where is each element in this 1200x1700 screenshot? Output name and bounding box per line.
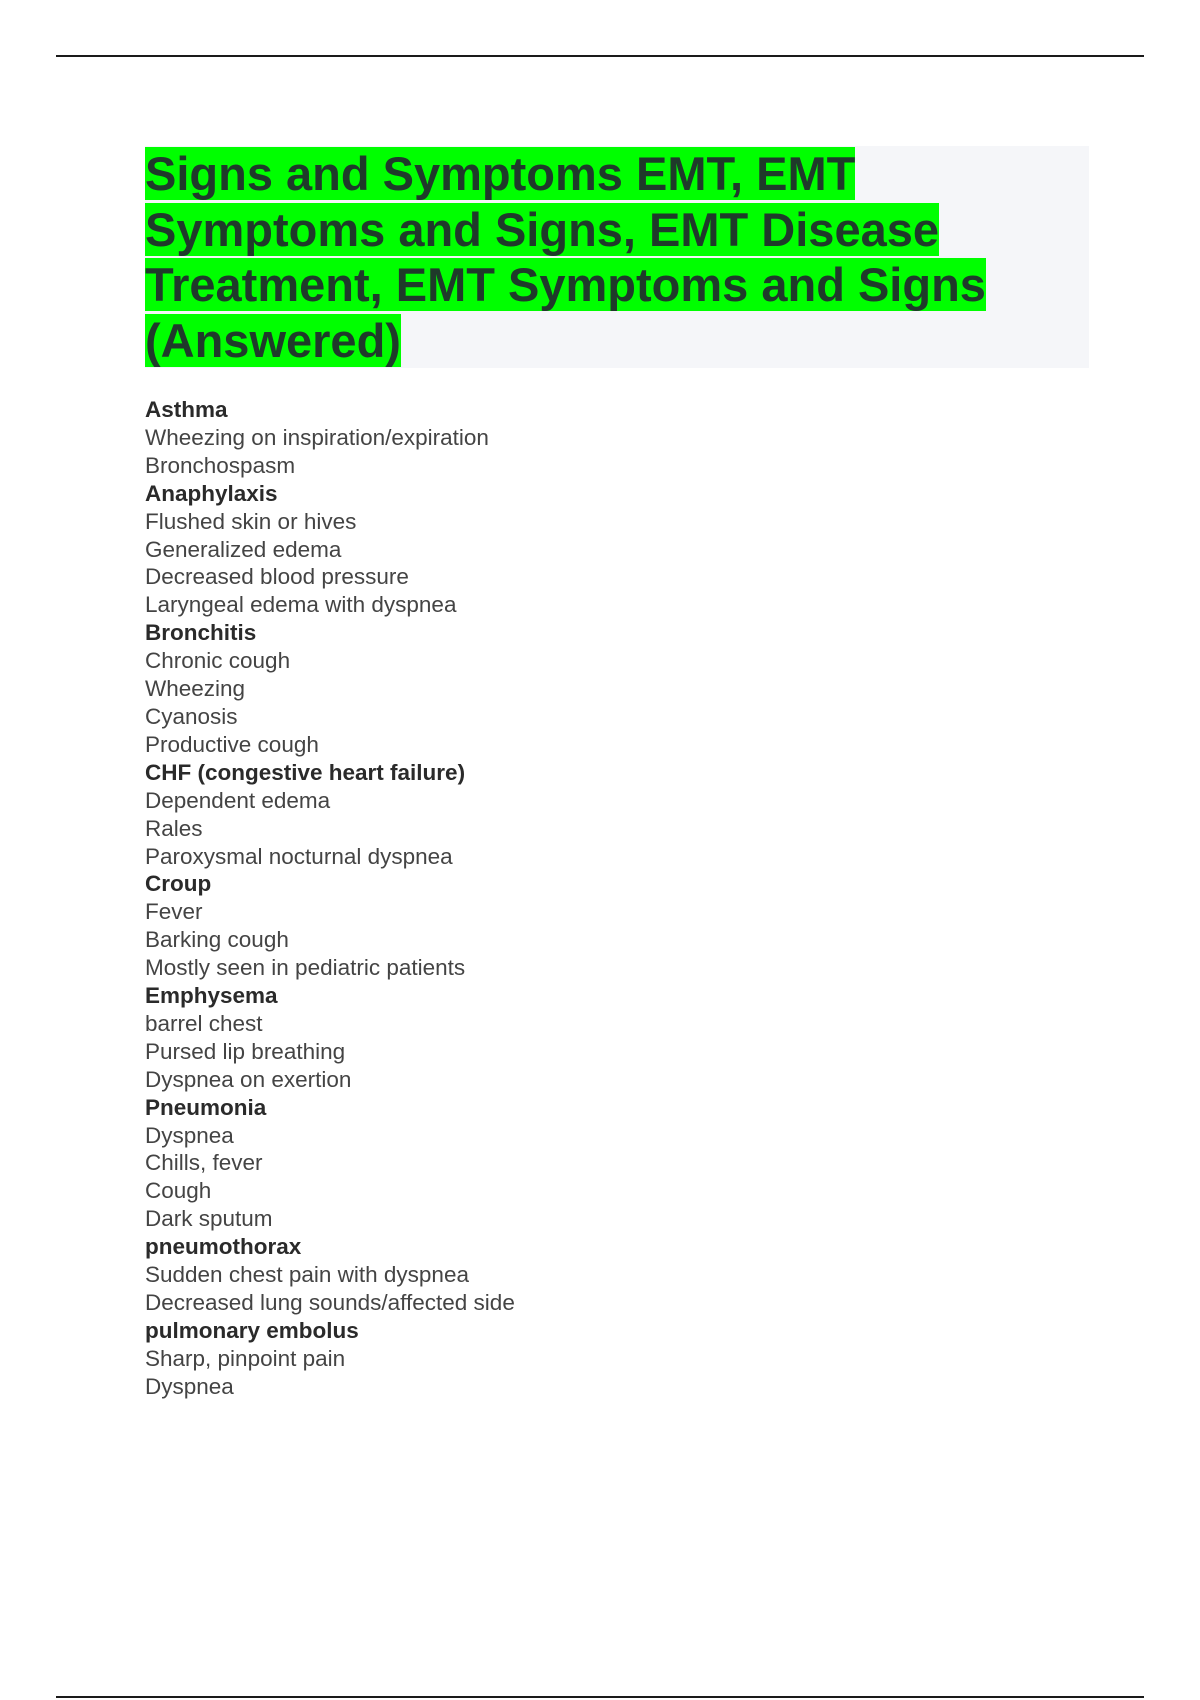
symptom-item: barrel chest — [145, 1010, 263, 1036]
title-block — [145, 146, 1089, 368]
symptom-item: Decreased blood pressure — [145, 564, 409, 590]
condition-heading: CHF (congestive heart failure) — [145, 759, 466, 785]
document-title — [145, 146, 1045, 368]
symptom-list — [145, 396, 1045, 1401]
symptom-item: Flushed skin or hives — [145, 508, 357, 534]
symptom-item: Cyanosis — [145, 703, 238, 729]
symptom-item: Sudden chest pain with dyspnea — [145, 1262, 469, 1288]
condition-heading: Asthma — [145, 397, 228, 422]
symptom-item: Generalized edema — [145, 536, 342, 562]
symptom-item: Paroxysmal nocturnal dyspnea — [145, 843, 453, 869]
symptom-item: Fever — [145, 899, 203, 925]
symptom-item: Dyspnea — [145, 1373, 234, 1399]
condition-heading: Bronchitis — [145, 620, 257, 646]
symptom-item: Chills, fever — [145, 1150, 263, 1176]
condition-heading: pneumothorax — [145, 1234, 302, 1260]
symptom-item: Dark sputum — [145, 1206, 273, 1232]
condition-heading: Pneumonia — [145, 1094, 267, 1120]
title-highlight: Signs and Symptoms EMT, EMT Symptoms and Signs, EMT Disease Treatment, EMT Symptoms and Signs (Answered) — [145, 147, 986, 367]
bottom-divider — [56, 1696, 1144, 1698]
symptom-item: Wheezing on inspiration/expiration — [145, 424, 489, 450]
symptom-item: Pursed lip breathing — [145, 1038, 346, 1064]
symptom-item: Dyspnea on exertion — [145, 1066, 352, 1092]
symptom-item: Cough — [145, 1178, 212, 1204]
symptom-item: Dependent edema — [145, 787, 331, 813]
symptom-item: Barking cough — [145, 927, 289, 953]
condition-heading: Croup — [145, 871, 212, 897]
symptom-item: Chronic cough — [145, 648, 291, 674]
top-divider — [56, 55, 1144, 57]
symptom-item: Dyspnea — [145, 1122, 234, 1148]
symptom-item: Sharp, pinpoint pain — [145, 1345, 346, 1371]
condition-heading: Emphysema — [145, 983, 278, 1009]
symptom-item: Wheezing — [145, 676, 246, 702]
symptom-item: Laryngeal edema with dyspnea — [145, 592, 457, 618]
symptom-item: Decreased lung sounds/affected side — [145, 1290, 515, 1315]
condition-heading: Anaphylaxis — [145, 480, 278, 506]
symptom-item: Productive cough — [145, 731, 319, 757]
condition-heading: pulmonary embolus — [145, 1317, 359, 1343]
symptom-item: Bronchospasm — [145, 452, 296, 478]
symptom-item: Rales — [145, 815, 203, 841]
symptom-item: Mostly seen in pediatric patients — [145, 955, 466, 981]
